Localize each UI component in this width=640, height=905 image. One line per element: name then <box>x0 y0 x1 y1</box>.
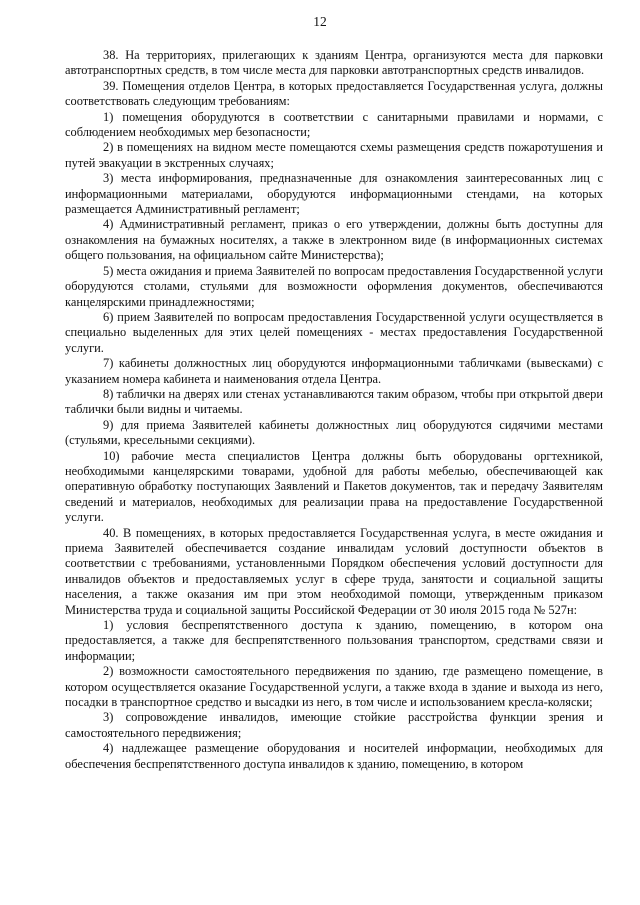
list-item-39-10: 10) рабочие места специалистов Центра должны быть оборудованы оргтехникой, необходимыми канцелярскими товарами, удобной для работы мебелью, обеспечивающей как оперативную обработку поступающих Заявлений и Пакетов документов, так и передачу Заявителям сведений и материалов, необходимых для реализации права на предоставление Государственной услуги. <box>65 448 603 525</box>
list-item-39-7: 7) кабинеты должностных лиц оборудуются информационными табличками (вывесками) с указанием номера кабинета и наименования отдела Центра. <box>65 356 603 386</box>
list-item-40-3: 3) сопровождение инвалидов, имеющие стойкие расстройства функции зрения и самостоятельного передвижения; <box>65 710 603 740</box>
list-item-39-1: 1) помещения оборудуются в соответствии с санитарными правилами и нормами, с соблюдением необходимых мер безопасности; <box>65 109 603 140</box>
list-item-39-3: 3) места информирования, предназначенные для ознакомления заинтересованных лиц с информационными материалами, оборудуются информационными стендами, на которых размещается Административный регламент; <box>65 171 603 217</box>
list-item-39-5: 5) места ожидания и приема Заявителей по вопросам предоставления Государственной услуги оборудуются столами, стульями для возможности оформления документов, обеспечиваются канцелярскими принадлежностями; <box>65 263 603 309</box>
list-item-40-2: 2) возможности самостоятельного передвижения по зданию, где размещено помещение, в котором осуществляется оказание Государственной услуги, а также входа в здание и выхода из него, посадки в транспортное средство и высадки из него, в том числе и использованием кресла-коляски; <box>65 664 603 710</box>
list-item-40-1: 1) условия беспрепятственного доступа к зданию, помещению, в котором она предоставляется, а также для беспрепятственного пользования транспортом, средствами связи и информации; <box>65 618 603 663</box>
paragraph-38: 38. На территориях, прилегающих к зданиям Центра, организуются места для парковки автотранспортных средств, в том числе места для парковки автотранспортных средств инвалидов. <box>65 48 603 78</box>
list-item-39-6: 6) прием Заявителей по вопросам предоставления Государственной услуги осуществляется в специально выделенных для этих целей помещениях - местах предоставления Государственной услуги. <box>65 309 603 355</box>
list-item-39-2: 2) в помещениях на видном месте помещаются схемы размещения средств пожаротушения и путей эвакуации в экстренных случаях; <box>65 140 603 170</box>
document-body <box>65 48 603 772</box>
list-item-40-4: 4) надлежащее размещение оборудования и носителей информации, необходимых для обеспечения беспрепятственного доступа инвалидов к зданию, помещению, в котором <box>65 741 603 771</box>
list-item-39-8: 8) таблички на дверях или стенах устанавливаются таким образом, чтобы при открытой двери таблички были видны и читаемы. <box>65 386 603 417</box>
paragraph-40: 40. В помещениях, в которых предоставляется Государственная услуга, в месте ожидания и приема Заявителей обеспечивается создание инвалидам условий доступности объектов в соответствии с требованиями, установленными Порядком обеспечения условий доступности для инвалидов объектов и предоставляемых услуг в сфере труда, занятости и социальной защиты населения, а также оказания им при этом необходимой помощи, утвержденным приказом Министерства труда и социальной защиты Российской Федерации от 30 июля 2015 года № 527н: <box>65 525 603 617</box>
list-item-39-4: 4) Административный регламент, приказ о его утверждении, должны быть доступны для ознакомления на бумажных носителях, а также в электронном виде (в информационных системах общего пользования, на официальном сайте Министерства); <box>65 217 603 263</box>
list-item-39-9: 9) для приема Заявителей кабинеты должностных лиц оборудуются сидячими местами (стульями, кресельными секциями). <box>65 417 603 448</box>
page-number: 12 <box>313 14 327 29</box>
paragraph-39: 39. Помещения отделов Центра, в которых предоставляется Государственная услуга, должны соответствовать следующим требованиям: <box>65 78 603 109</box>
